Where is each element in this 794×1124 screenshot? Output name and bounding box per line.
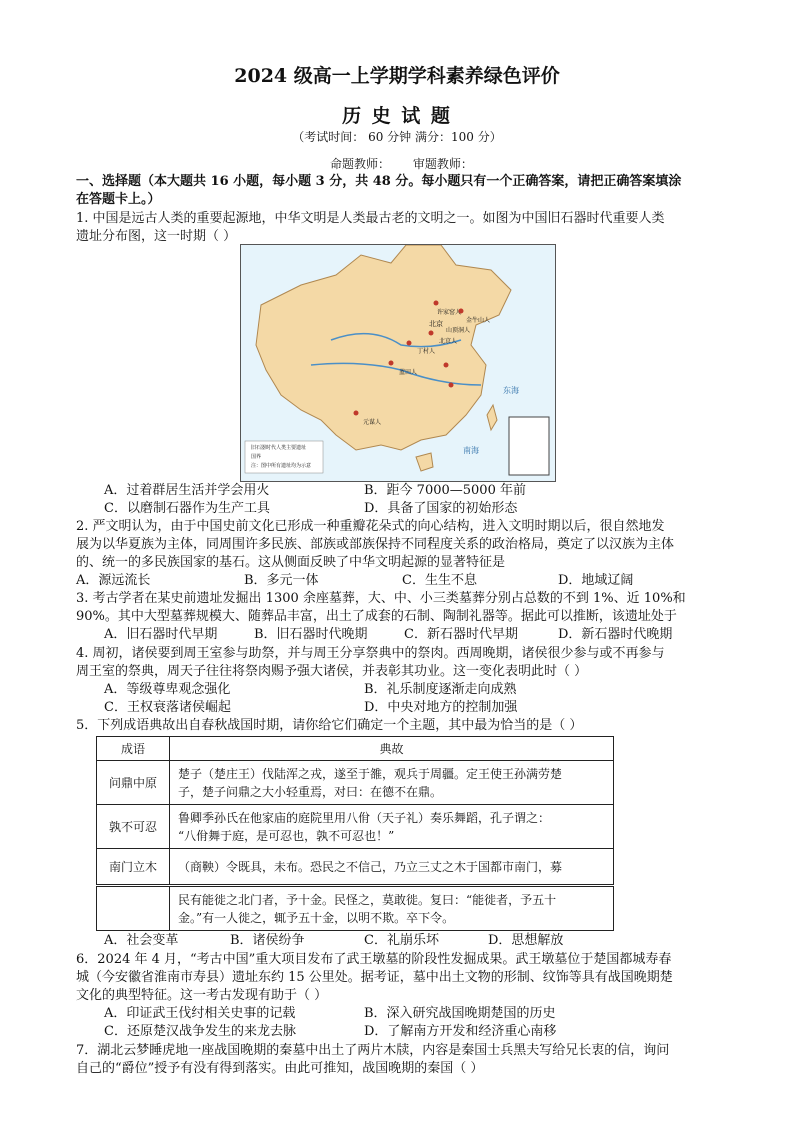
q4-option-d[interactable]: D．中央对地方的控制加强 xyxy=(364,700,518,715)
q6-option-a[interactable]: A．印证武王伐纣相关史事的记载 xyxy=(104,1006,296,1021)
q6-option-b[interactable]: B．深入研究战国晚期楚国的历史 xyxy=(364,1006,556,1021)
south-sea-inset xyxy=(509,417,549,475)
site-dot xyxy=(407,341,412,346)
site-dot xyxy=(434,301,439,306)
q6-stem: 6．2024 年 4 月，“考古中国”重大项目发布了武王墩墓的阶段性发掘成果。武王墩墓位于楚国都城寿春 xyxy=(76,952,672,967)
site-dot xyxy=(389,361,394,366)
map-label: 东海 xyxy=(503,386,519,395)
idiom-cell: 南门立木 xyxy=(97,849,170,885)
teacher-line: 命题教师： 审题教师： xyxy=(330,157,473,171)
q2-option-a[interactable]: A．源远流长 xyxy=(76,573,151,588)
q1-option-b[interactable]: B．距今 7000—5000 年前 xyxy=(364,483,526,498)
map-label: 北京人 xyxy=(439,338,458,345)
table-row xyxy=(97,805,614,849)
map-label: 元谋人 xyxy=(363,419,382,426)
q3-option-a[interactable]: A．旧石器时代早期 xyxy=(104,627,218,642)
q6-stem-cont: 城（今安徽省淮南市寿县）遗址东约 15 公里处。据考证，墓中出土文物的形制、纹饰等具有战国晚期楚 xyxy=(76,970,673,985)
exam-info: （考试时间： 60 分钟 满分：100 分） xyxy=(292,130,502,144)
site-dot xyxy=(354,411,359,416)
q7-stem-cont: 自己的“爵位”授予有没有得到落实。由此可推知，战国晚期的秦国（ ） xyxy=(76,1061,484,1076)
table-row xyxy=(97,849,614,885)
idiom-cell: 问鼎中原 xyxy=(97,761,170,805)
q1-option-a[interactable]: A．过着群居生活并学会用火 xyxy=(104,483,270,498)
q7-stem: 7．湖北云梦睡虎地一座战国晚期的秦墓中出土了两片木牍，内容是秦国士兵黑夫写给兄长衷的信，询问 xyxy=(76,1043,670,1058)
q6-option-c[interactable]: C．还原楚汉战争发生的来龙去脉 xyxy=(104,1024,296,1039)
q3-stem: 3. 考古学者在某史前遗址发掘出 1300 余座墓葬，大、中、小三类墓葬分别占总数的不到 1%、近 10%和 xyxy=(76,591,686,606)
exam-title: 2024 级高一上学期学科素养绿色评价 xyxy=(234,65,560,87)
q4-option-c[interactable]: C．王权衰落诸侯崛起 xyxy=(104,700,231,715)
story-line: 金。”有一人徙之，辄予五十金，以明不欺。卒下令。 xyxy=(178,910,455,925)
story-line: 子，楚子问鼎之大小轻重焉，对曰：在德不在鼎。 xyxy=(178,784,443,799)
map-label: 金牛山人 xyxy=(466,317,491,324)
map-label: 北京 xyxy=(429,320,443,328)
map-label: 许家窑人 xyxy=(437,309,462,316)
q6-option-d[interactable]: D．了解南方开发和经济重心南移 xyxy=(364,1024,557,1039)
q2-option-b[interactable]: B．多元一体 xyxy=(244,573,319,588)
story-cell xyxy=(170,849,614,885)
section-heading-cont: 在答题卡上。） xyxy=(76,192,161,207)
q3-option-d[interactable]: D．新石器时代晚期 xyxy=(558,627,673,642)
q6-stem-cont: 文化的典型特征。这一考古发现有助于（ ） xyxy=(76,988,328,1003)
taiwan-island xyxy=(487,405,497,430)
q5-option-c[interactable]: C．礼崩乐坏 xyxy=(364,933,439,948)
map-label: 蓝田人 xyxy=(399,369,418,376)
map-label: 南海 xyxy=(463,446,479,455)
legend-item: 国界 xyxy=(251,454,262,460)
q3-stem-cont: 90%。其中大型墓葬规模大、随葬品丰富，出土了成套的石制、陶制礼器等。据此可以推断，该遗址处于 xyxy=(76,609,677,624)
q2-option-d[interactable]: D．地域辽阔 xyxy=(558,573,634,588)
q4-stem: 4. 周初，诸侯要到周王室参与助祭，并与周王分享祭典中的祭肉。西周晚期，诸侯很少参与或不再参与 xyxy=(76,646,665,661)
section-heading: 一、选择题（本大题共 16 小题，每小题 3 分，共 48 分。每小题只有一个正确答案，请把正确答案填涂 xyxy=(76,174,682,189)
idiom-cell-empty xyxy=(97,887,170,931)
q1-stem: 1. 中国是远古人类的重要起源地，中华文明是人类最古老的文明之一。如图为中国旧石器时代重要人类 xyxy=(76,211,665,226)
table-row xyxy=(97,887,614,931)
legend-item: 注：图中所有遗址均为示意 xyxy=(251,463,312,469)
q4-option-a[interactable]: A．等级尊卑观念强化 xyxy=(104,682,231,697)
idiom-table-continued xyxy=(96,886,614,931)
story-cell xyxy=(170,887,614,931)
q2-stem-cont: 的、统一的多民族国家的基石。这从侧面反映了中华文明起源的显著特征是 xyxy=(76,555,506,570)
site-dot xyxy=(449,383,454,388)
idiom-table xyxy=(96,736,614,885)
q5-stem: 5．下列成语典故出自春秋战国时期，请你给它们确定一个主题，其中最为恰当的是（ ） xyxy=(76,718,583,733)
story-line: “八佾舞于庭，是可忍也，孰不可忍也！” xyxy=(178,828,395,843)
q2-stem-cont: 展为以华夏族为主体，同周围许多民族、部族或部族保持不同程度关系的政治格局，奠定了以汉族为主体 xyxy=(76,537,675,552)
q3-option-b[interactable]: B．旧石器时代晚期 xyxy=(254,627,368,642)
story-line: 楚子（楚庄王）伐陆浑之戎，遂至于雒，观兵于周疆。定王使王孙满劳楚 xyxy=(178,766,563,781)
legend-item: 旧石器时代人类主要遗址 xyxy=(251,445,307,451)
china-landmass xyxy=(256,245,511,450)
story-cell xyxy=(170,805,614,849)
table-row xyxy=(97,761,614,805)
header-idiom: 成语 xyxy=(97,737,170,761)
story-line: 民有能徙之北门者，予十金。民怪之，莫敢徙。复曰：“能徙者，予五十 xyxy=(178,892,557,907)
q1-option-d[interactable]: D．具备了国家的初始形态 xyxy=(364,501,518,516)
subject-title: 历 史 试 题 xyxy=(342,105,452,127)
q1-option-c[interactable]: C．以磨制石器作为生产工具 xyxy=(104,501,270,516)
china-paleolithic-map xyxy=(240,244,556,482)
table-header-row xyxy=(97,737,614,761)
site-dot xyxy=(444,363,449,368)
site-dot xyxy=(429,331,434,336)
q2-stem: 2. 严文明认为，由于中国史前文化已形成一种重瓣花朵式的向心结构，进入文明时期以后，很自然地发 xyxy=(76,519,665,534)
story-cell xyxy=(170,761,614,805)
q1-stem-cont: 遗址分布图，这一时期（ ） xyxy=(76,229,237,244)
hainan-island xyxy=(416,453,433,471)
map-label: 丁村人 xyxy=(417,348,436,355)
idiom-cell: 孰不可忍 xyxy=(97,805,170,849)
q5-option-a[interactable]: A．社会变革 xyxy=(104,933,179,948)
q5-option-b[interactable]: B．诸侯纷争 xyxy=(230,933,305,948)
map-label: 山顶洞人 xyxy=(446,327,471,334)
q2-option-c[interactable]: C．生生不息 xyxy=(402,573,477,588)
q4-option-b[interactable]: B．礼乐制度逐渐走向成熟 xyxy=(364,682,517,697)
q5-option-d[interactable]: D．思想解放 xyxy=(488,933,564,948)
story-line: 鲁卿季孙氏在他家庙的庭院里用八佾（天子礼）奏乐舞蹈，孔子谓之： xyxy=(178,810,551,825)
story-line: （商鞅）令既具，未布。恐民之不信己，乃立三丈之木于国都市南门，募 xyxy=(178,859,563,874)
q3-option-c[interactable]: C．新石器时代早期 xyxy=(404,627,518,642)
q4-stem-cont: 周王室的祭典，周天子往往将祭肉赐予强大诸侯，并表彰其功业。这一变化表明此时（ ） xyxy=(76,664,588,679)
header-story: 典故 xyxy=(170,737,614,761)
